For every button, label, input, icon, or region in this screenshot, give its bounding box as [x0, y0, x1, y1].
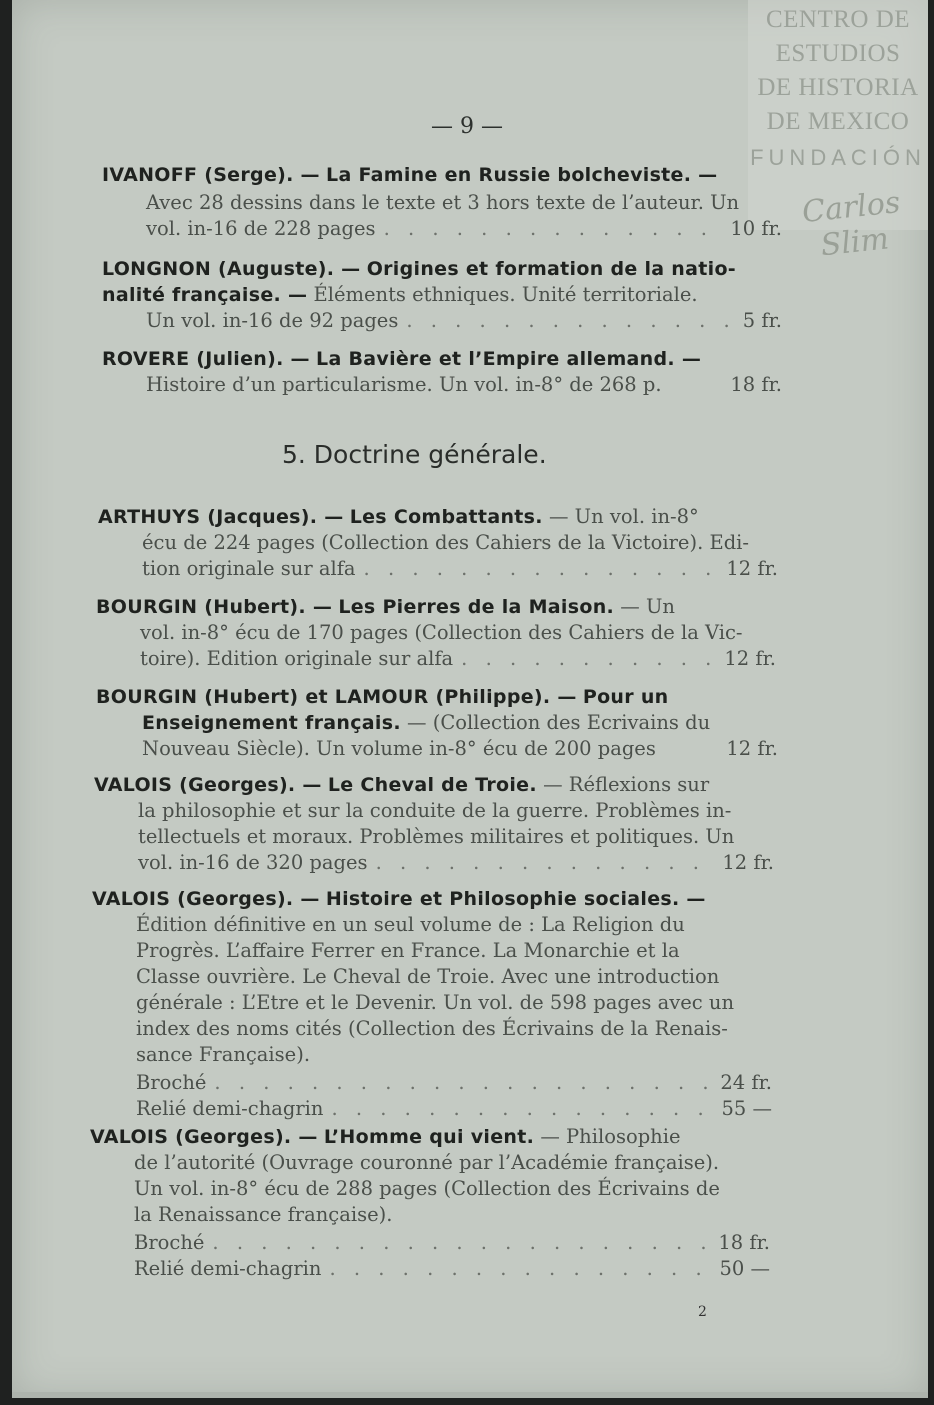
entry-price: 10 fr.: [730, 217, 782, 240]
entry-description-cont: index des noms cités (Collection des Écrivains de la Renais-: [136, 1017, 728, 1040]
entry-description-cont: de l’autorité (Ouvrage couronné par l’Académie française).: [134, 1151, 720, 1174]
entry-description: Histoire d’un particularisme. Un vol. in-8° de 268 p.: [146, 373, 662, 396]
entry-option: Relié demi-chagrin: [134, 1257, 322, 1280]
entry-description-cont: Classe ouvrière. Le Cheval de Troie. Avec une introduction: [136, 965, 720, 988]
entry-description-cont: la philosophie et sur la conduite de la guerre. Problèmes in-: [138, 799, 732, 822]
entry-description-cont: générale : L’Etre et le Devenir. Un vol. de 598 pages avec un: [136, 991, 735, 1014]
entry-author: LONGNON (Auguste). —: [102, 258, 361, 280]
entry-description: — (Collection des Ecrivains du: [407, 711, 711, 734]
watermark-fundacion: FUNDACIÓN: [750, 145, 926, 170]
entry-title: L’Homme qui vient.: [323, 1126, 535, 1148]
document-page: [12, 0, 928, 1398]
dot-leader: [461, 646, 716, 672]
entry-description: — Un vol. in-8°: [548, 505, 699, 528]
watermark-line-2: ESTUDIOS: [775, 40, 901, 67]
entry-description-cont: vol. in-8° écu de 170 pages (Collection des Cahiers de la Vic-: [140, 621, 743, 644]
entry-title: Origines et formation de la natio-: [366, 258, 736, 280]
dot-leader: [329, 1256, 711, 1282]
dot-leader: [212, 1230, 710, 1256]
entry-title-cont: Enseignement français.: [142, 712, 401, 734]
entry-details: Nouveau Siècle). Un volume in-8° écu de 200 pages: [142, 737, 656, 760]
entry-description: — Réflexions sur: [543, 773, 710, 796]
entry-description: Édition définitive en un seul volume de : La Religion du: [136, 913, 685, 936]
dot-leader: [364, 556, 719, 582]
entry-price: 12 fr.: [724, 647, 776, 670]
entry-details: Un vol. in-16 de 92 pages: [146, 309, 399, 332]
dot-leader: [331, 1096, 713, 1122]
entry-title: La Famine en Russie bolcheviste. —: [326, 164, 718, 186]
entry-price: 5 fr.: [742, 309, 782, 332]
dot-leader: [384, 216, 723, 242]
entry-price: 50 —: [719, 1257, 770, 1280]
entry-author: VALOIS (Georges). —: [92, 888, 320, 910]
entry-price: 12 fr.: [722, 851, 774, 874]
dot-leader: [406, 308, 734, 334]
entry-option: Broché: [134, 1231, 205, 1254]
entry-price: 18 fr.: [718, 1231, 770, 1254]
entry-details: tion originale sur alfa: [142, 557, 356, 580]
entry-title: La Bavière et l’Empire allemand. —: [316, 348, 702, 370]
entry-description-cont: tellectuels et moraux. Problèmes militaires et politiques. Un: [138, 825, 735, 848]
entry-price: 12 fr.: [726, 737, 778, 760]
entry-description-cont: Un vol. in-8° écu de 288 pages (Collection des Écrivains de: [134, 1177, 720, 1200]
entry-description-cont: écu de 224 pages (Collection des Cahiers de la Victoire). Edi-: [142, 531, 750, 554]
entry-price: 18 fr.: [730, 373, 782, 396]
entry-description-cont: la Renaissance française).: [134, 1203, 393, 1226]
entry-title: Les Pierres de la Maison.: [338, 596, 615, 618]
entry-description-cont: sance Française).: [136, 1043, 311, 1066]
entry-description: Éléments ethniques. Unité territoriale.: [313, 283, 698, 306]
entry-author: ROVERE (Julien). —: [102, 348, 310, 370]
entry-option: Relié demi-chagrin: [136, 1097, 324, 1120]
entry-description: — Philosophie: [540, 1125, 681, 1148]
dot-leader: [376, 850, 715, 876]
entry-title: Pour un: [582, 686, 669, 708]
entry-title: Histoire et Philosophie sociales. —: [325, 888, 706, 910]
entry-price: 55 —: [721, 1097, 772, 1120]
entry-price: 12 fr.: [726, 557, 778, 580]
watermark-line-3: DE HISTORIA: [757, 74, 919, 101]
entry-author: ARTHUYS (Jacques). —: [98, 506, 344, 528]
entry-title: Le Cheval de Troie.: [327, 774, 537, 796]
entry-author: VALOIS (Georges). —: [94, 774, 322, 796]
page-number: — 9 —: [431, 114, 503, 139]
entry-author: VALOIS (Georges). —: [90, 1126, 318, 1148]
entry-details: vol. in-16 de 228 pages: [146, 217, 376, 240]
entry-author: BOURGIN (Hubert). —: [96, 596, 333, 618]
watermark-signature: Carlos Slim: [800, 185, 902, 264]
entry-title: Les Combattants.: [349, 506, 543, 528]
entry-title-cont: nalité française. —: [102, 284, 308, 306]
entry-price: 24 fr.: [720, 1071, 772, 1094]
dot-leader: [214, 1070, 712, 1096]
section-title: 5. Doctrine générale.: [282, 440, 547, 469]
entry-details: vol. in-16 de 320 pages: [138, 851, 368, 874]
watermark-line-1: CENTRO DE: [765, 6, 911, 33]
watermark-line-4: DE MEXICO: [766, 108, 910, 135]
entry-author: BOURGIN (Hubert) et LAMOUR (Philippe). —: [96, 686, 577, 708]
entry-option: Broché: [136, 1071, 207, 1094]
entry-description: Avec 28 dessins dans le texte et 3 hors texte de l’auteur. Un: [146, 191, 740, 214]
signature-mark: 2: [698, 1304, 707, 1320]
entry-author: IVANOFF (Serge). —: [102, 164, 320, 186]
entry-details: toire). Edition originale sur alfa: [140, 647, 454, 670]
entry-description-cont: Progrès. L’affaire Ferrer en France. La Monarchie et la: [136, 939, 680, 962]
entry-description: — Un: [620, 595, 675, 618]
